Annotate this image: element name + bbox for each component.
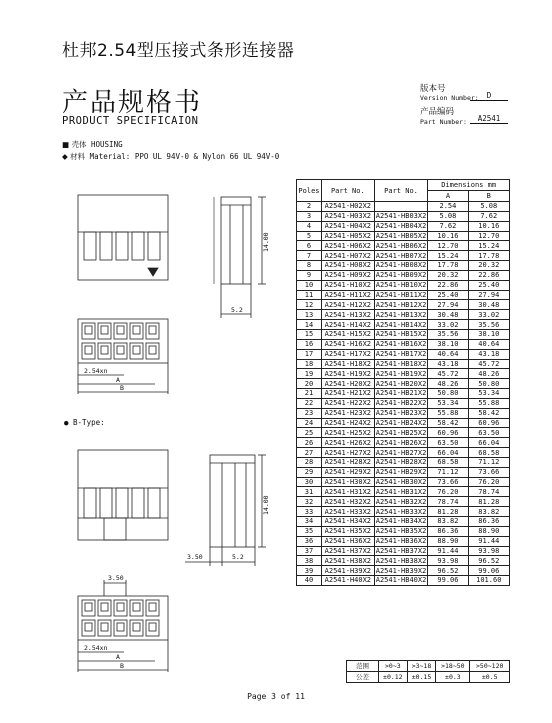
part-no-b-cell: A2541-HB03X2 bbox=[375, 212, 427, 221]
poles-cell: 2 bbox=[297, 202, 322, 212]
dim-a-cell: 22.86 bbox=[428, 280, 468, 290]
part-no-b-cell: A2541-HB21X2 bbox=[375, 389, 427, 398]
part-no-b-cell: A2541-HB40X2 bbox=[375, 576, 427, 585]
part-value: A2541 bbox=[470, 114, 508, 124]
table-row bbox=[297, 290, 510, 300]
poles-cell: 12 bbox=[297, 300, 322, 310]
poles-cell: 11 bbox=[297, 290, 322, 300]
dim-a-cell: 38.10 bbox=[428, 339, 468, 349]
part-no-b-cell: A2541-HB04X2 bbox=[375, 222, 427, 231]
part-no-b-cell: A2541-HB09X2 bbox=[375, 271, 427, 280]
dim-a-cell: 76.20 bbox=[428, 487, 468, 497]
dim-b-cell: 88.90 bbox=[468, 526, 509, 536]
poles-cell: 16 bbox=[297, 339, 322, 349]
part-no-b-cell: A2541-HB34X2 bbox=[375, 517, 427, 526]
poles-cell: 26 bbox=[297, 438, 322, 448]
poles-cell: 29 bbox=[297, 467, 322, 477]
table-row bbox=[297, 536, 510, 546]
dim-a-cell: 83.82 bbox=[428, 517, 468, 527]
dim-b-cell: 55.88 bbox=[468, 398, 509, 408]
dim-a-cell: 5.08 bbox=[428, 211, 468, 221]
part-no-b-cell: A2541-HB19X2 bbox=[375, 369, 427, 378]
version-value: D bbox=[470, 91, 508, 101]
poles-cell: 39 bbox=[297, 566, 322, 576]
part-no-cell: A2541-H14X2 bbox=[321, 320, 374, 330]
part-no-cell: A2541-H39X2 bbox=[321, 566, 374, 576]
dim-a-cell: 12.70 bbox=[428, 241, 468, 251]
version-label-cn: 版本号 bbox=[420, 84, 446, 94]
table-row bbox=[297, 300, 510, 310]
part-no-cell: A2541-H11X2 bbox=[321, 290, 374, 300]
dim-a-cell: 17.78 bbox=[428, 261, 468, 271]
poles-cell: 33 bbox=[297, 507, 322, 517]
poles-cell: 9 bbox=[297, 270, 322, 280]
tolerance-value-label: 公差 bbox=[347, 672, 379, 683]
dim-b-cell: 22.86 bbox=[468, 270, 509, 280]
type-a-front-view bbox=[78, 195, 168, 280]
dim-a-cell: 66.04 bbox=[428, 448, 468, 458]
part-no-b-cell: A2541-HB06X2 bbox=[375, 241, 427, 250]
part-no-cell: A2541-H17X2 bbox=[321, 349, 374, 359]
poles-cell: 6 bbox=[297, 241, 322, 251]
part-no-b-cell: A2541-HB10X2 bbox=[375, 281, 427, 290]
part-no-b-cell: A2541-HB38X2 bbox=[375, 556, 427, 565]
table-row bbox=[297, 556, 510, 566]
material-text: Material: PPO UL 94V-0 & Nylon 66 UL 94V-0 bbox=[89, 152, 280, 161]
table-row bbox=[297, 576, 510, 586]
dim-b-cell: 78.74 bbox=[468, 487, 509, 497]
part-no-cell: A2541-H03X2 bbox=[321, 211, 374, 221]
poles-cell: 34 bbox=[297, 517, 322, 527]
tolerance-range-row bbox=[347, 661, 510, 672]
poles-cell: 20 bbox=[297, 379, 322, 389]
part-no-cell: A2541-H32X2 bbox=[321, 497, 374, 507]
dim-a-cell: 60.96 bbox=[428, 428, 468, 438]
part-no-cell: A2541-H37X2 bbox=[321, 546, 374, 556]
poles-cell: 37 bbox=[297, 546, 322, 556]
dim-a-cell: 43.18 bbox=[428, 359, 468, 369]
dim-a-cell: 81.28 bbox=[428, 507, 468, 517]
part-no-b-cell: A2541-HB36X2 bbox=[375, 537, 427, 546]
part-no-b-cell: A2541-HB39X2 bbox=[375, 566, 427, 575]
dim-b-cell: 86.36 bbox=[468, 517, 509, 527]
dim-a-cell: 27.94 bbox=[428, 300, 468, 310]
dim-a-cell: 68.58 bbox=[428, 457, 468, 467]
part-label-en: Part Number: bbox=[420, 118, 467, 126]
dim-a-cell: 58.42 bbox=[428, 418, 468, 428]
part-no-cell: A2541-H13X2 bbox=[321, 310, 374, 320]
part-no-cell: A2541-H18X2 bbox=[321, 359, 374, 369]
poles-cell: 31 bbox=[297, 487, 322, 497]
dim-a-cell: 71.12 bbox=[428, 467, 468, 477]
part-no-b-cell: A2541-HB16X2 bbox=[375, 340, 427, 349]
poles-cell: 5 bbox=[297, 231, 322, 241]
part-no-cell: A2541-H30X2 bbox=[321, 477, 374, 487]
table-row bbox=[297, 467, 510, 477]
dim-b-cell: 38.10 bbox=[468, 329, 509, 339]
part-no-cell: A2541-H04X2 bbox=[321, 221, 374, 231]
dim-b-cell: 68.58 bbox=[468, 448, 509, 458]
part-no-cell: A2541-H28X2 bbox=[321, 457, 374, 467]
part-no-cell: A2541-H38X2 bbox=[321, 556, 374, 566]
table-row bbox=[297, 320, 510, 330]
table-row bbox=[297, 418, 510, 428]
table-row bbox=[297, 398, 510, 408]
dim-a-cell: 25.40 bbox=[428, 290, 468, 300]
part-no-cell: A2541-H05X2 bbox=[321, 231, 374, 241]
table-row bbox=[297, 457, 510, 467]
part-no-cell: A2541-H22X2 bbox=[321, 398, 374, 408]
dim-a-cell: 35.56 bbox=[428, 329, 468, 339]
dim-b-cell: 10.16 bbox=[468, 221, 509, 231]
dim-a-cell: 33.02 bbox=[428, 320, 468, 330]
part-no-b-cell: A2541-HB32X2 bbox=[375, 497, 427, 506]
part-no-b-cell: A2541-HB25X2 bbox=[375, 428, 427, 437]
table-row bbox=[297, 280, 510, 290]
dim-a-cell: 10.16 bbox=[428, 231, 468, 241]
dim-a-cell: 93.98 bbox=[428, 556, 468, 566]
part-no-b-cell: A2541-HB20X2 bbox=[375, 379, 427, 388]
table-row bbox=[297, 231, 510, 241]
part-no-cell: A2541-H21X2 bbox=[321, 389, 374, 399]
spec-title-en: PRODUCT SPECIFICAION bbox=[62, 115, 199, 127]
dim-b-cell: 58.42 bbox=[468, 408, 509, 418]
dim-b-cell: 71.12 bbox=[468, 457, 509, 467]
cavity-grid-a bbox=[82, 323, 159, 359]
part-no-cell: A2541-H06X2 bbox=[321, 241, 374, 251]
tolerance-range-label: 范围 bbox=[347, 661, 379, 672]
part-no-cell: A2541-H24X2 bbox=[321, 418, 374, 428]
poles-cell: 19 bbox=[297, 369, 322, 379]
dim-width-b: 5.2 bbox=[232, 553, 244, 561]
poles-cell: 32 bbox=[297, 497, 322, 507]
dim-height-a: 14.00 bbox=[262, 232, 270, 252]
dim-b-cell: 63.50 bbox=[468, 428, 509, 438]
dim-a-cell: 15.24 bbox=[428, 251, 468, 261]
table-row bbox=[297, 211, 510, 221]
dim-b-cell: 73.66 bbox=[468, 467, 509, 477]
poles-cell: 25 bbox=[297, 428, 322, 438]
part-no-b-cell: A2541-HB27X2 bbox=[375, 448, 427, 457]
tolerance-value-cell: ±0.15 bbox=[407, 672, 436, 683]
poles-cell: 30 bbox=[297, 477, 322, 487]
part-no-cell: A2541-H10X2 bbox=[321, 280, 374, 290]
part-no-b-cell: A2541-HB26X2 bbox=[375, 438, 427, 447]
poles-cell: 17 bbox=[297, 349, 322, 359]
table-row bbox=[297, 517, 510, 527]
housing-label-cn: ■ 壳体 bbox=[62, 140, 87, 149]
tolerance-range-cell: >50~120 bbox=[470, 661, 510, 672]
dim-top-b: 3.50 bbox=[108, 574, 124, 582]
table-header-row bbox=[297, 180, 510, 191]
dim-a-cell: 55.88 bbox=[428, 408, 468, 418]
tolerance-value-cell: ±0.3 bbox=[436, 672, 470, 683]
dim-b-cell: 17.78 bbox=[468, 251, 509, 261]
part-no-b-cell: A2541-HB17X2 bbox=[375, 350, 427, 359]
part-no-b-cell: A2541-HB18X2 bbox=[375, 359, 427, 368]
btype-label: ● B-Type: bbox=[64, 418, 105, 427]
table-row bbox=[297, 408, 510, 418]
part-no-cell: A2541-H40X2 bbox=[321, 576, 374, 586]
dim-b-cell: 101.60 bbox=[468, 576, 509, 586]
table-row bbox=[297, 369, 510, 379]
col-dimensions: Dimensions mm bbox=[428, 180, 510, 191]
tolerance-range-cell: >0~3 bbox=[379, 661, 408, 672]
table-row bbox=[297, 349, 510, 359]
part-no-cell: A2541-H15X2 bbox=[321, 329, 374, 339]
part-no-b-cell: A2541-HB12X2 bbox=[375, 300, 427, 309]
dim-a-cell: 45.72 bbox=[428, 369, 468, 379]
table-row bbox=[297, 428, 510, 438]
dim-a-cell: 48.26 bbox=[428, 379, 468, 389]
part-no-cell: A2541-H27X2 bbox=[321, 448, 374, 458]
dim-b-cell: 50.80 bbox=[468, 379, 509, 389]
part-no-cell: A2541-H08X2 bbox=[321, 261, 374, 271]
part-no-b-cell: A2541-HB31X2 bbox=[375, 487, 427, 496]
type-b-front-view bbox=[78, 450, 168, 540]
dim-b-cell: 91.44 bbox=[468, 536, 509, 546]
table-row bbox=[297, 329, 510, 339]
poles-cell: 28 bbox=[297, 457, 322, 467]
dim-offset-b: 3.50 bbox=[187, 553, 203, 561]
table-row bbox=[297, 221, 510, 231]
dim-b-cell: 33.02 bbox=[468, 310, 509, 320]
part-no-cell: A2541-H31X2 bbox=[321, 487, 374, 497]
dim-a-cell: 40.64 bbox=[428, 349, 468, 359]
dim-a-cell: 88.90 bbox=[428, 536, 468, 546]
col-a: A bbox=[428, 191, 468, 202]
part-no-b-cell bbox=[374, 202, 428, 212]
dim-b-cell: 60.96 bbox=[468, 418, 509, 428]
poles-cell: 10 bbox=[297, 280, 322, 290]
tolerance-value-row bbox=[347, 672, 510, 683]
tolerance-range-cell: >3~18 bbox=[407, 661, 436, 672]
poles-cell: 35 bbox=[297, 526, 322, 536]
poles-cell: 24 bbox=[297, 418, 322, 428]
part-no-b-cell: A2541-HB14X2 bbox=[375, 320, 427, 329]
part-no-cell: A2541-H09X2 bbox=[321, 270, 374, 280]
table-row bbox=[297, 477, 510, 487]
dim-a-cell: 63.50 bbox=[428, 438, 468, 448]
poles-cell: 38 bbox=[297, 556, 322, 566]
dim-b-cell: 15.24 bbox=[468, 241, 509, 251]
dim-a-cell: 91.44 bbox=[428, 546, 468, 556]
poles-cell: 23 bbox=[297, 408, 322, 418]
dim-b-label: B bbox=[120, 384, 124, 392]
poles-cell: 14 bbox=[297, 320, 322, 330]
part-no-b-cell: A2541-HB15X2 bbox=[375, 330, 427, 339]
dim-a2-label: A bbox=[116, 653, 120, 661]
table-row bbox=[297, 359, 510, 369]
dim-pitch-b: 2.54xn bbox=[84, 644, 108, 652]
part-no-cell: A2541-H25X2 bbox=[321, 428, 374, 438]
table-row bbox=[297, 389, 510, 399]
poles-cell: 4 bbox=[297, 221, 322, 231]
poles-cell: 15 bbox=[297, 329, 322, 339]
dim-a-cell: 50.80 bbox=[428, 389, 468, 399]
dim-b-cell: 5.08 bbox=[468, 202, 509, 212]
dim-b-cell: 45.72 bbox=[468, 359, 509, 369]
part-no-b-cell: A2541-HB22X2 bbox=[375, 399, 427, 408]
dim-width-a: 5.2 bbox=[231, 306, 243, 314]
dim-a-cell: 7.62 bbox=[428, 221, 468, 231]
table-row bbox=[297, 379, 510, 389]
tolerance-range-cell: >18~50 bbox=[436, 661, 470, 672]
document-title: 杜邦2.54型压接式条形连接器 bbox=[62, 41, 295, 61]
poles-cell: 18 bbox=[297, 359, 322, 369]
part-no-cell: A2541-H26X2 bbox=[321, 438, 374, 448]
dimensions-table bbox=[296, 179, 510, 586]
tolerance-value-cell: ±0.5 bbox=[470, 672, 510, 683]
table-row bbox=[297, 497, 510, 507]
part-no-cell: A2541-H29X2 bbox=[321, 467, 374, 477]
poles-cell: 22 bbox=[297, 398, 322, 408]
type-b-bottom-view bbox=[78, 580, 168, 672]
part-no-b-cell: A2541-HB29X2 bbox=[375, 468, 427, 477]
dim-b2-label: B bbox=[120, 662, 124, 670]
dim-b-cell: 76.20 bbox=[468, 477, 509, 487]
part-no-cell: A2541-H36X2 bbox=[321, 536, 374, 546]
part-no-b-cell: A2541-HB30X2 bbox=[375, 478, 427, 487]
col-poles: Poles bbox=[297, 180, 322, 202]
part-no-b-cell: A2541-HB23X2 bbox=[375, 409, 427, 418]
col-b: B bbox=[468, 191, 509, 202]
part-no-b-cell: A2541-HB33X2 bbox=[375, 507, 427, 516]
dim-b-cell: 7.62 bbox=[468, 211, 509, 221]
dim-b-cell: 81.28 bbox=[468, 497, 509, 507]
table-row bbox=[297, 339, 510, 349]
dim-b-cell: 96.52 bbox=[468, 556, 509, 566]
table-row bbox=[297, 566, 510, 576]
table-row bbox=[297, 261, 510, 271]
part-no-b-cell: A2541-HB24X2 bbox=[375, 418, 427, 427]
part-no-cell: A2541-H07X2 bbox=[321, 251, 374, 261]
table-row bbox=[297, 448, 510, 458]
part-no-cell: A2541-H33X2 bbox=[321, 507, 374, 517]
version-label-en: Version Number: bbox=[420, 94, 479, 102]
dim-b-cell: 27.94 bbox=[468, 290, 509, 300]
dim-b-cell: 83.82 bbox=[468, 507, 509, 517]
part-no-cell: A2541-H20X2 bbox=[321, 379, 374, 389]
part-no-b-cell: A2541-HB37X2 bbox=[375, 546, 427, 555]
dim-a-cell: 2.54 bbox=[428, 202, 468, 212]
table-row bbox=[297, 507, 510, 517]
type-a-side-view bbox=[214, 197, 266, 318]
dim-a-label: A bbox=[116, 376, 120, 384]
dim-b-cell: 99.06 bbox=[468, 566, 509, 576]
page-number: Page 3 of 11 bbox=[247, 692, 305, 701]
dim-b-cell: 40.64 bbox=[468, 339, 509, 349]
poles-cell: 21 bbox=[297, 389, 322, 399]
poles-cell: 13 bbox=[297, 310, 322, 320]
poles-cell: 8 bbox=[297, 261, 322, 271]
part-no-cell: A2541-H12X2 bbox=[321, 300, 374, 310]
dim-a-cell: 78.74 bbox=[428, 497, 468, 507]
poles-cell: 3 bbox=[297, 211, 322, 221]
dim-b-cell: 30.48 bbox=[468, 300, 509, 310]
dim-a-cell: 30.48 bbox=[428, 310, 468, 320]
part-no-b-cell: A2541-HB28X2 bbox=[375, 458, 427, 467]
poles-cell: 36 bbox=[297, 536, 322, 546]
part-no-cell: A2541-H35X2 bbox=[321, 526, 374, 536]
dim-b-cell: 53.34 bbox=[468, 389, 509, 399]
part-no-cell: A2541-H16X2 bbox=[321, 339, 374, 349]
dim-b-cell: 43.18 bbox=[468, 349, 509, 359]
part-no-cell: A2541-H23X2 bbox=[321, 408, 374, 418]
dim-b-cell: 93.98 bbox=[468, 546, 509, 556]
table-row bbox=[297, 310, 510, 320]
dim-height-b: 14.00 bbox=[262, 495, 270, 515]
housing-label-en: HOUSING bbox=[91, 140, 123, 149]
table-row bbox=[297, 241, 510, 251]
part-no-b-cell: A2541-HB13X2 bbox=[375, 310, 427, 319]
dim-a-cell: 96.52 bbox=[428, 566, 468, 576]
table-row bbox=[297, 202, 510, 212]
dim-a-cell: 73.66 bbox=[428, 477, 468, 487]
dim-b-cell: 12.70 bbox=[468, 231, 509, 241]
dim-pitch-a: 2.54xn bbox=[84, 367, 108, 375]
part-label-cn: 产品编码 bbox=[420, 107, 455, 117]
type-b-side-view bbox=[185, 455, 266, 566]
table-row bbox=[297, 270, 510, 280]
poles-cell: 40 bbox=[297, 576, 322, 586]
part-no-cell: A2541-H34X2 bbox=[321, 517, 374, 527]
tolerance-table bbox=[346, 660, 510, 683]
dim-a-cell: 53.34 bbox=[428, 398, 468, 408]
material-label-cn: ◆ 材料 bbox=[62, 152, 86, 161]
table-row bbox=[297, 526, 510, 536]
cavity-grid-b bbox=[82, 600, 159, 636]
type-a-bottom-view bbox=[78, 319, 168, 394]
dim-b-cell: 20.32 bbox=[468, 261, 509, 271]
tolerance-value-cell: ±0.12 bbox=[379, 672, 408, 683]
dim-b-cell: 66.04 bbox=[468, 438, 509, 448]
dim-a-cell: 99.06 bbox=[428, 576, 468, 586]
table-row bbox=[297, 487, 510, 497]
part-no-b-cell: A2541-HB05X2 bbox=[375, 231, 427, 240]
dim-a-cell: 86.36 bbox=[428, 526, 468, 536]
poles-cell: 7 bbox=[297, 251, 322, 261]
col-part-no-1: Part No. bbox=[321, 180, 374, 202]
part-no-b-cell: A2541-HB07X2 bbox=[375, 251, 427, 260]
dim-b-cell: 25.40 bbox=[468, 280, 509, 290]
dim-a-cell: 20.32 bbox=[428, 270, 468, 280]
poles-cell: 27 bbox=[297, 448, 322, 458]
table-row bbox=[297, 438, 510, 448]
part-no-cell: A2541-H19X2 bbox=[321, 369, 374, 379]
part-no-cell: A2541-H02X2 bbox=[321, 202, 374, 212]
part-no-b-cell: A2541-HB11X2 bbox=[375, 291, 427, 300]
spec-title-cn: 产品规格书 bbox=[62, 88, 203, 118]
dim-b-cell: 35.56 bbox=[468, 320, 509, 330]
table-row bbox=[297, 546, 510, 556]
part-no-b-cell: A2541-HB35X2 bbox=[375, 527, 427, 536]
dim-b-cell: 48.26 bbox=[468, 369, 509, 379]
part-no-b-cell: A2541-HB08X2 bbox=[375, 261, 427, 270]
col-part-no-2: Part No. bbox=[374, 180, 428, 202]
table-row bbox=[297, 251, 510, 261]
